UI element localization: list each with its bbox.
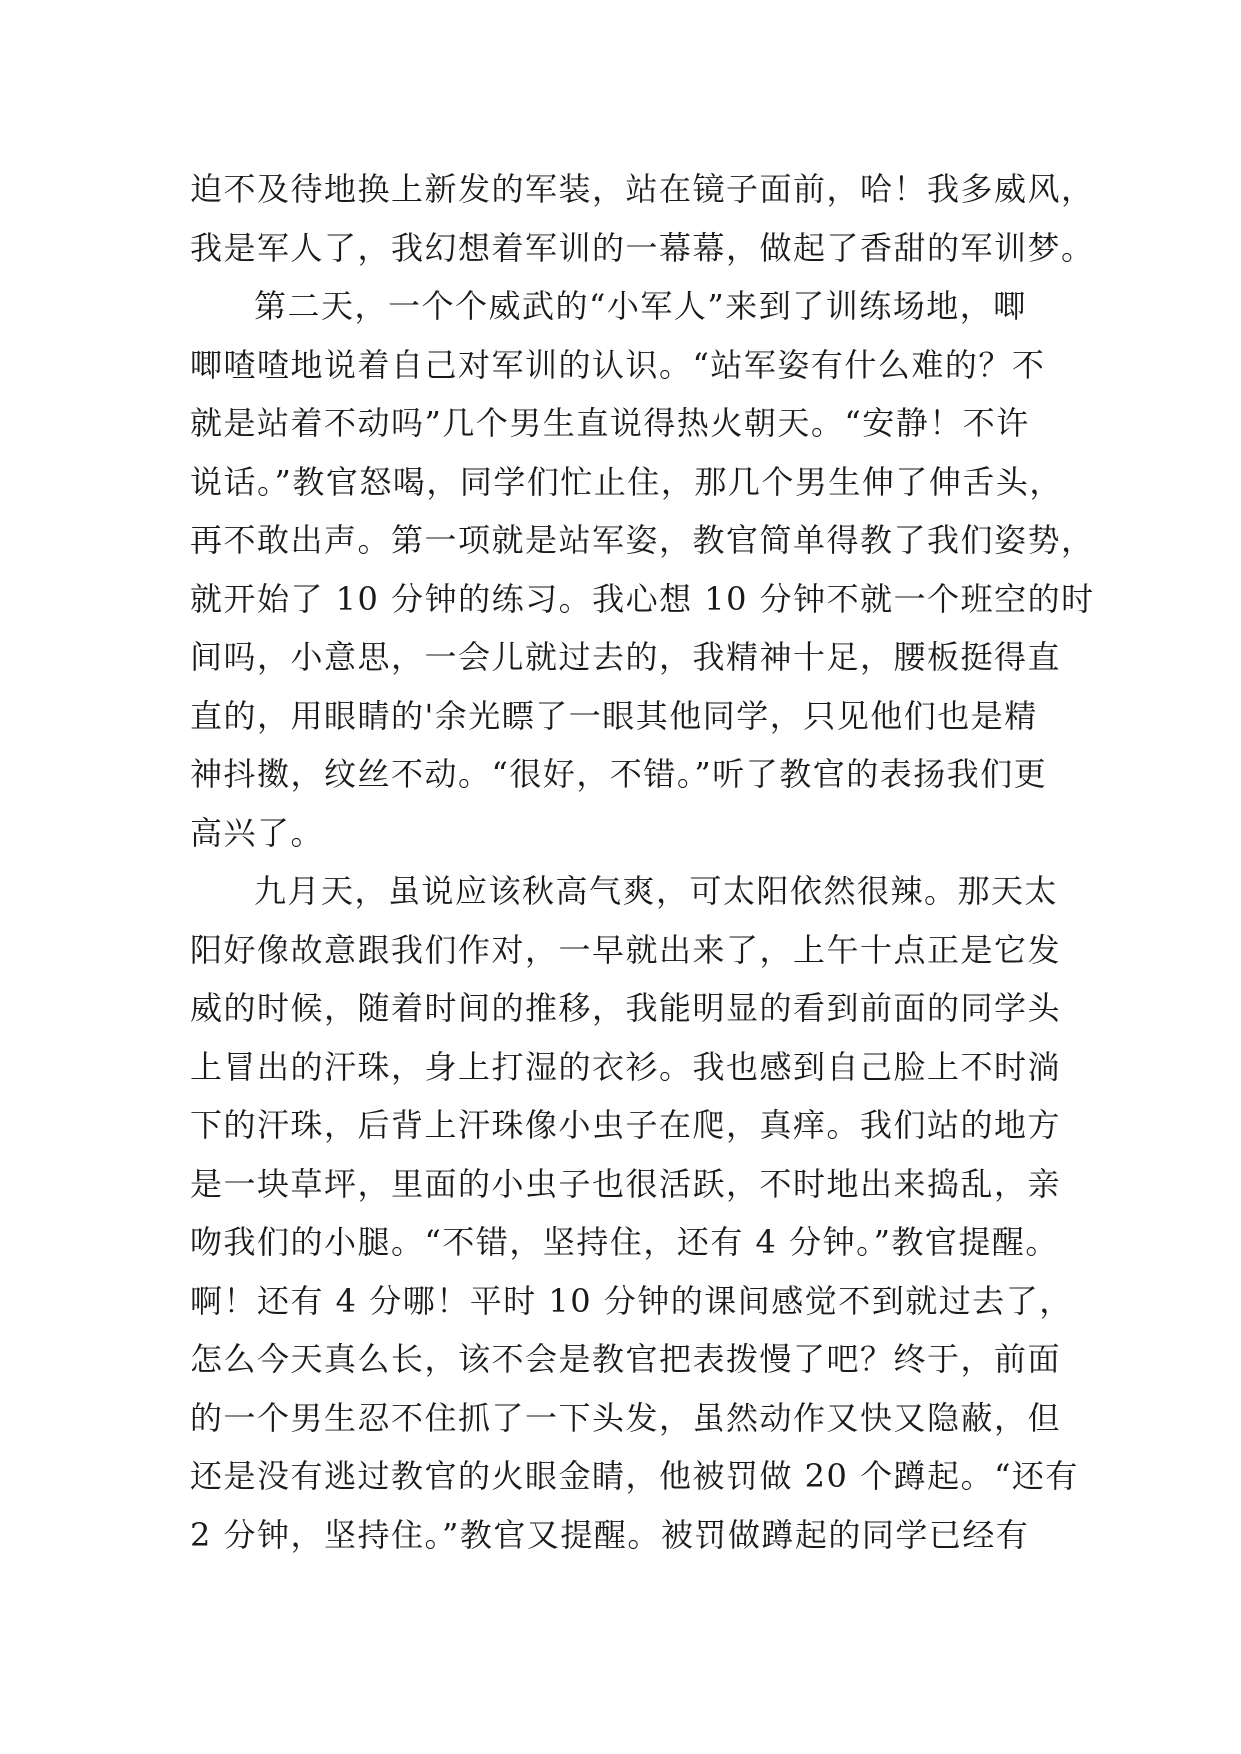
text-line: 是一块草坪，里面的小虫子也很活跃，不时地出来捣乱，亲 [190, 1164, 1062, 1203]
text-line: 阳好像故意跟我们作对，一早就出来了，上午十点正是它发 [190, 930, 1062, 969]
text-line: 就是站着不动吗”几个男生直说得热火朝天。“安静！不许 [190, 404, 1030, 442]
text-line: 间吗，小意思，一会儿就过去的，我精神十足，腰板挺得直 [190, 638, 1062, 676]
body-text [190, 160, 1095, 1564]
text-line: 说话。”教官怒喝，同学们忙止住，那几个男生伸了伸舌头， [190, 462, 1063, 501]
text-line: 迫不及待地换上新发的军装，站在镜子面前，哈！我多威风， [190, 170, 1095, 208]
text-line: 还是没有逃过教官的火眼金睛，他被罚做 20 个蹲起。“还有 [190, 1457, 1079, 1495]
text-line: 啊！还有 4 分哪！平时 10 分钟的课间感觉不到就过去了， [190, 1281, 1073, 1320]
text-line: 2 分钟，坚持住。”教官又提醒。被罚做蹲起的同学已经有 [190, 1515, 1030, 1554]
text-line: 直的，用眼睛的'余光瞟了一眼其他同学，只见他们也是精 [190, 696, 1038, 735]
text-line: 神抖擞，纹丝不动。“很好，不错。”听了教官的表扬我们更 [190, 755, 1048, 793]
text-line: 再不敢出声。第一项就是站军姿，教官简单得教了我们姿势， [190, 521, 1095, 559]
text-line: 唧喳喳地说着自己对军训的认识。“站军姿有什么难的？不 [190, 345, 1046, 384]
paragraph-start-line: 第二天，一个个威武的“小军人”来到了训练场地，唧 [254, 287, 1027, 325]
text-line: 就开始了 10 分钟的练习。我心想 10 分钟不就一个班空的时 [190, 579, 1095, 618]
text-line: 我是军人了，我幻想着军训的一幕幕，做起了香甜的军训梦。 [190, 228, 1095, 267]
text-line: 威的时候，随着时间的推移，我能明显的看到前面的同学头 [190, 989, 1062, 1027]
text-line: 上冒出的汗珠，身上打湿的衣衫。我也感到自己脸上不时淌 [190, 1047, 1062, 1086]
text-line: 怎么今天真么长，该不会是教官把表拨慢了吧？终于，前面 [190, 1340, 1062, 1378]
text-line: 高兴了。 [190, 813, 325, 852]
text-line: 下的汗珠，后背上汗珠像小虫子在爬，真痒。我们站的地方 [190, 1106, 1062, 1144]
text-line: 吻我们的小腿。“不错，坚持住，还有 4 分钟。”教官提醒。 [190, 1223, 1059, 1261]
paragraph-start-line: 九月天，虽说应该秋高气爽，可太阳依然很辣。那天太 [254, 872, 1059, 910]
text-line: 的一个男生忍不住抓了一下头发，虽然动作又快又隐蔽，但 [190, 1398, 1062, 1437]
